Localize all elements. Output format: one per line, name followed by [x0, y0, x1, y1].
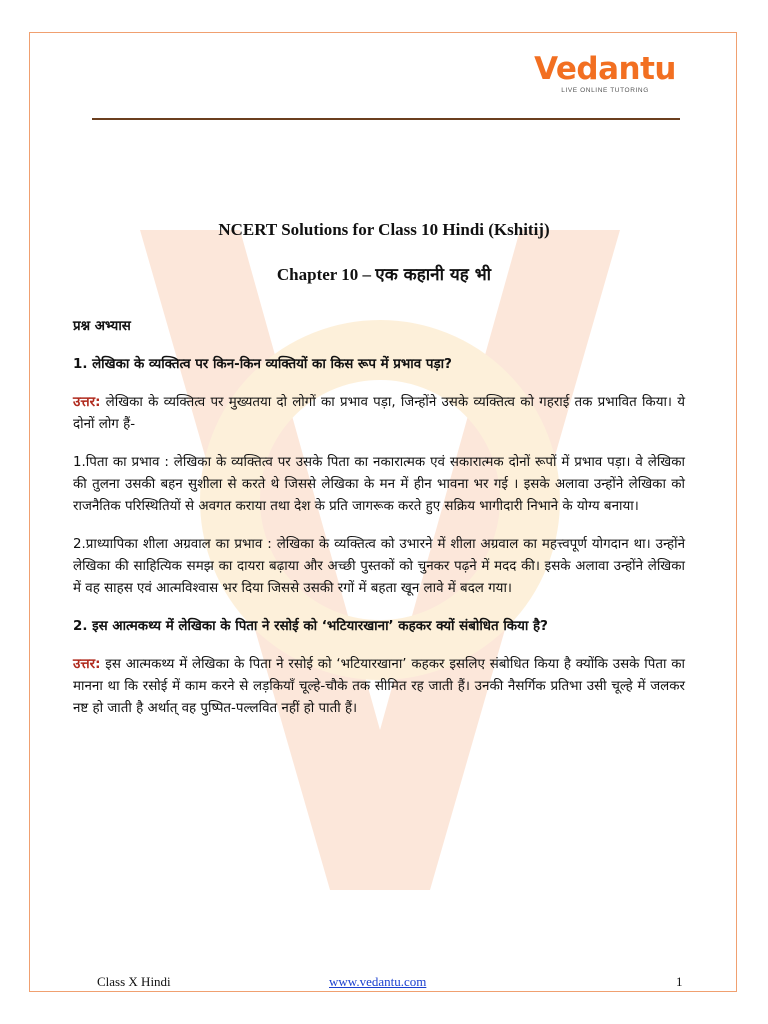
answer-label: उत्तर:: [73, 657, 101, 672]
answer-label: उत्तर:: [73, 395, 101, 410]
logo-tagline: LIVE ONLINE TUTORING: [561, 87, 649, 94]
logo-wordmark: Vedantu: [534, 51, 676, 87]
answer-2-text: इस आत्मकथ्य में लेखिका के पिता ने रसोई को ‘भटियारखाना’ कहकर इसलिए संबोधित किया है क्योंकि उसके पिता का मानना था कि रसोई में काम करने से लड़कियाँ चूल्हे-चौके तक सीमित रह जाती हैं। उनकी नैसर्गिक प्रतिभा उसी चूल्हे में जलकर नष्ट हो जाती है अर्थात् वह पुष्पित-पल्लवित नहीं हो पाती हैं।: [73, 657, 685, 716]
section-heading: प्रश्न अभ्यास: [73, 319, 131, 334]
footer-class-label: Class X Hindi: [97, 974, 171, 989]
document-title: NCERT Solutions for Class 10 Hindi (Kshitij): [218, 220, 550, 239]
chapter-name: एक कहानी यह भी: [375, 265, 492, 285]
document-body: [73, 316, 685, 736]
footer-website-link[interactable]: www.vedantu.com: [329, 974, 427, 989]
answer-1: [73, 392, 685, 436]
answer-1-point-1: 1.पिता का प्रभाव : लेखिका के व्यक्तित्व पर उसके पिता का नकारात्मक एवं सकारात्मक दोनों रूपों में प्रभाव पड़ा। वे लेखिका की तुलना उसकी बहन सुशीला से करते थे जिससे लेखिका के मन में हीन भावना भर गई । इसके अलावा उन्होंने लेखिका को राजनैतिक परिस्थितियों से अवगत कराया तथा देश के प्रति जागरूक करते हुए सक्रिय भागीदारी निभाने के योग्य बनाया।: [73, 455, 685, 514]
header-rule: [92, 118, 680, 120]
question-2: 2. इस आत्मकथ्य में लेखिका के पिता ने रसोई को ‘भटियारखाना’ कहकर क्यों संबोधित किया है?: [73, 619, 548, 634]
question-1: 1. लेखिका के व्यक्तित्व पर किन-किन व्यक्तियों का किस रूप में प्रभाव पड़ा?: [73, 357, 452, 372]
chapter-prefix: Chapter 10 –: [276, 265, 372, 284]
vedantu-logo: [534, 52, 676, 94]
answer-1-point-2: 2.प्राध्यापिका शीला अग्रवाल का प्रभाव : लेखिका के व्यक्तित्व को उभारने में शीला अग्रवाल का महत्त्वपूर्ण योगदान था। उन्होंने लेखिका की साहित्यिक समझ का दायरा बढ़ाया और अच्छी पुस्तकों को चुनकर पढ़ने में मदद की। इसके अलावा उन्होंने लेखिका में वह साहस एवं आत्मविश्वास भर दिया जिससे उसकी रगों में बहता खून लावे में बदल गया।: [73, 537, 685, 596]
chapter-title: [0, 262, 768, 285]
page-number: 1: [676, 974, 683, 989]
answer-2: [73, 654, 685, 720]
answer-1-text: लेखिका के व्यक्तित्व पर मुख्यतया दो लोगों का प्रभाव पड़ा, जिन्होंने उसके व्यक्तित्व को गहराई तक प्रभावित किया। ये दोनों लोग हैं-: [73, 395, 685, 432]
